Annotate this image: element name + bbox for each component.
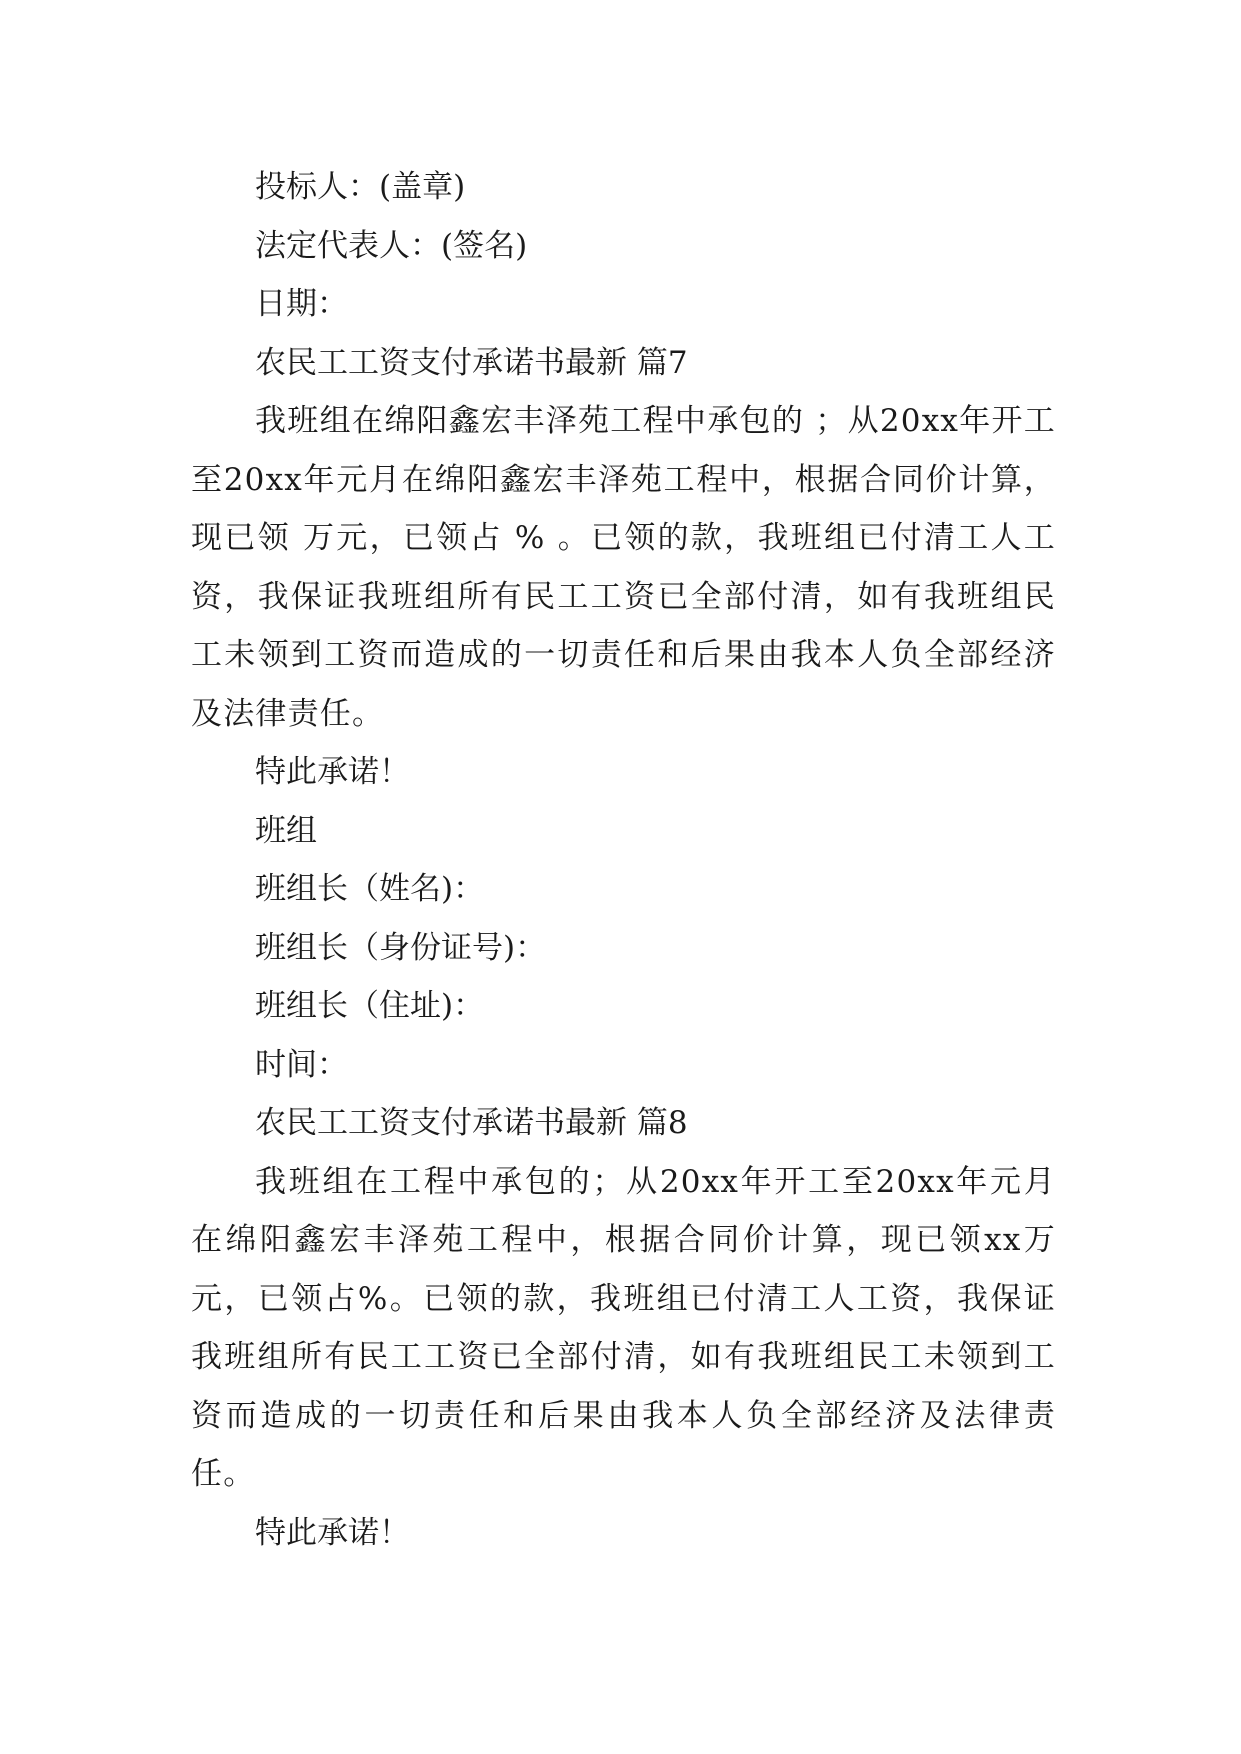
date-line: 日期： xyxy=(255,286,348,322)
time-line: 时间： xyxy=(255,1046,348,1083)
section-8-closing: 特此承诺！ xyxy=(255,1514,410,1551)
section-7-body: 我班组在绵阳鑫宏丰泽苑工程中承包的 ；从20xx年开工至20xx年元月在绵阳鑫宏丰泽苑工程中，根据合同价计算，现已领 万元，已领占 % 。已领的款，我班组已付清工人工资，我保证我班组所有民工工资已全部付清，如有我班组民工未领到工资而造成的一切责任和后果由我本人负全部经济及法律责任。 xyxy=(191,403,1056,732)
bidder-line: 投标人：(盖章) xyxy=(255,169,466,205)
team-line: 班组 xyxy=(255,812,317,849)
legal-rep-line: 法定代表人：(签名) xyxy=(255,227,528,264)
leader-name-line: 班组长（姓名)： xyxy=(255,871,485,907)
section-8-heading: 农民工工资支付承诺书最新 篇8 xyxy=(255,1105,688,1141)
section-7-closing: 特此承诺！ xyxy=(255,754,410,790)
leader-id-line: 班组长（身份证号)： xyxy=(255,929,547,966)
document-body xyxy=(191,158,1056,1562)
section-8-body: 我班组在工程中承包的；从20xx年开工至20xx年元月在绵阳鑫宏丰泽苑工程中，根据合同价计算，现已领xx万元，已领占%。已领的款，我班组已付清工人工资，我保证我班组所有民工工资已全部付清，如有我班组民工未领到工资而造成的一切责任和后果由我本人负全部经济及法律责任。 xyxy=(191,1163,1056,1492)
leader-address-line: 班组长（住址)： xyxy=(255,988,485,1024)
section-7-heading: 农民工工资支付承诺书最新 篇7 xyxy=(255,344,688,381)
